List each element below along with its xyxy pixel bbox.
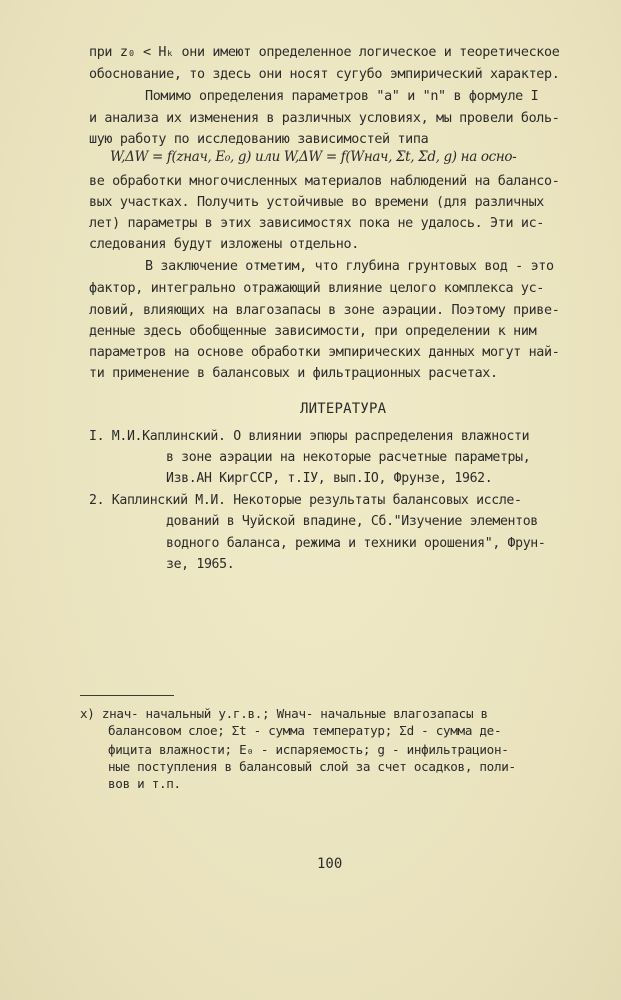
body-line-16: ти применение в балансовых и фильтрационных расчетах. (89, 366, 498, 381)
body-line-13: ловий, влияющих на влагозапасы в зоне аэрации. Поэтому приве- (89, 303, 560, 318)
body-line-14: денные здесь обобщенные зависимости, при определении к ним (89, 324, 537, 339)
body-line-8: вых участках. Получить устойчивые во времени (для различных (89, 195, 544, 210)
reference-2-line-1: 2. Каплинский М.И. Некоторые результаты балансовых иссле- (89, 493, 522, 508)
reference-2-line-4: зе, 1965. (166, 557, 235, 572)
body-line-3: Помимо определения параметров "а" и "n" в формуле I (145, 89, 539, 104)
page-number: 100 (317, 856, 343, 872)
reference-2-line-3: водного баланса, режима и техники орошения", Фрун- (166, 536, 546, 551)
footnote-line-3: фицита влажности; E₀ - испаряемость; g - инфильтрацион- (108, 742, 509, 757)
body-line-12: фактор, интегрально отражающий влияние целого комплекса ус- (89, 281, 544, 296)
formula-line: W,ΔW = f(zнач, E₀, g) или W,ΔW = f(Wнач, Σt, Σd, g) на осно- (110, 149, 517, 165)
footnote-line-5: вов и т.п. (108, 776, 181, 791)
body-line-4: и анализа их изменения в различных условиях, мы провели боль- (89, 111, 560, 126)
body-line-1: при z₀ < Hₖ они имеют определенное логическое и теоретическое (89, 45, 560, 60)
reference-1-line-3: Изв.АН КиргССР, т.IУ, вып.IO, Фрунзе, 1962. (166, 471, 493, 486)
body-line-2: обоснование, то здесь они носят сугубо эмпирический характер. (89, 67, 560, 82)
body-line-5: шую работу по исследованию зависимостей типа (89, 132, 429, 147)
footnote-line-1: x) zнач- начальный у.г.в.; Wнач- начальные влагозапасы в (80, 706, 488, 721)
body-line-15: параметров на основе обработки эмпирических данных могут най- (89, 345, 560, 360)
reference-1-line-1: I. М.И.Каплинский. О влиянии эпюры распределения влажности (89, 429, 530, 444)
footnote-line-4: ные поступления в балансовый слой за счет осадков, поли- (108, 759, 516, 774)
references-heading: ЛИТЕРАТУРА (300, 401, 387, 417)
body-line-7: ве обработки многочисленных материалов наблюдений на балансо- (89, 174, 560, 189)
footnote-divider (80, 695, 174, 696)
footnote-line-2: балансовом слое; Σt - сумма температур; Σd - сумма де- (108, 723, 502, 738)
body-line-9: лет) параметры в этих зависимостях пока не удалось. Эти ис- (89, 216, 544, 231)
reference-1-line-2: в зоне аэрации на некоторые расчетные параметры, (166, 450, 531, 465)
body-line-10: следования будут изложены отдельно. (89, 237, 359, 252)
reference-2-line-2: дований в Чуйской впадине, Сб."Изучение элементов (166, 514, 538, 529)
body-line-11: В заключение отметим, что глубина грунтовых вод - это (145, 259, 554, 274)
